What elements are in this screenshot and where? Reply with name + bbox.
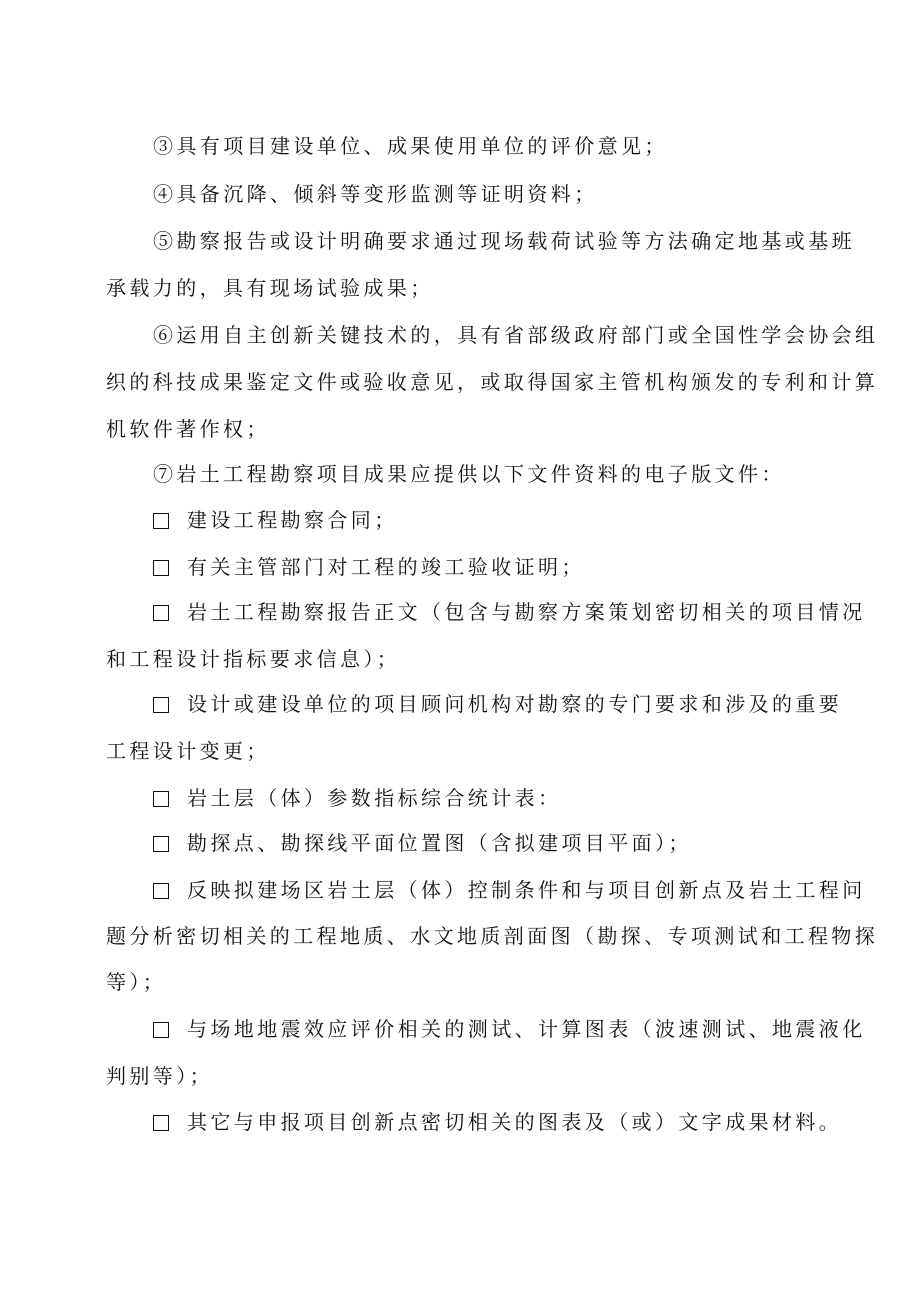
checklist-item-label: 建设工程勘察合同； bbox=[187, 508, 398, 532]
checkbox-icon[interactable] bbox=[153, 791, 169, 807]
checkbox-icon[interactable] bbox=[153, 836, 169, 852]
checklist-item-continuation: 等）； bbox=[106, 970, 167, 994]
checklist-item-continuation: 题分析密切相关的工程地质、水文地质剖面图（勘探、专项测试和工程物探 bbox=[106, 924, 879, 948]
checklist-item bbox=[153, 786, 561, 810]
checkbox-icon[interactable] bbox=[153, 605, 169, 621]
checklist-item bbox=[153, 878, 866, 902]
checklist-item-label: 设计或建设单位的项目顾问机构对勘察的专门要求和涉及的重要 bbox=[187, 692, 843, 716]
checklist-item-label: 与场地地震效应评价相关的测试、计算图表（波速测试、地震液化 bbox=[187, 1017, 866, 1041]
paragraph-5-line-2: 承载力的，具有现场试验成果； bbox=[106, 276, 434, 300]
checklist-item-continuation: 判别等）； bbox=[106, 1064, 213, 1088]
checklist-item-label: 有关主管部门对工程的竣工验收证明； bbox=[187, 555, 585, 579]
checklist-item-label: 反映拟建场区岩土层（体）控制条件和与项目创新点及岩土工程问 bbox=[187, 878, 866, 902]
checklist-item bbox=[153, 508, 398, 532]
checklist-item-label: 勘探点、勘探线平面位置图（含拟建项目平面）； bbox=[187, 831, 692, 855]
checkbox-icon[interactable] bbox=[153, 513, 169, 529]
checklist-item bbox=[153, 1017, 866, 1041]
checklist-item bbox=[153, 831, 692, 855]
paragraph-6-line-2: 织的科技成果鉴定文件或验收意见，或取得国家主管机构颁发的专利和计算 bbox=[106, 370, 879, 394]
paragraph-3: ③具有项目建设单位、成果使用单位的评价意见； bbox=[153, 134, 668, 158]
checkbox-icon[interactable] bbox=[153, 560, 169, 576]
paragraph-6-line-3: 机软件著作权； bbox=[106, 417, 270, 441]
paragraph-7: ⑦岩土工程勘察项目成果应提供以下文件资料的电子版文件： bbox=[153, 462, 785, 486]
checklist-item bbox=[153, 1110, 842, 1134]
paragraph-5-line-1: ⑤勘察报告或设计明确要求通过现场载荷试验等方法确定地基或基班 bbox=[153, 229, 855, 253]
checklist-item bbox=[153, 600, 866, 624]
checkbox-icon[interactable] bbox=[153, 1022, 169, 1038]
checklist-item-continuation: 和工程设计指标要求信息）； bbox=[106, 647, 401, 671]
checklist-item-label: 岩土层（体）参数指标综合统计表： bbox=[187, 786, 562, 810]
checklist-item-label: 岩土工程勘察报告正文（包含与勘察方案策划密切相关的项目情况 bbox=[187, 600, 866, 624]
checkbox-icon[interactable] bbox=[153, 883, 169, 899]
paragraph-6-line-1: ⑥运用自主创新关键技术的，具有省部级政府部门或全国性学会协会组 bbox=[153, 323, 879, 347]
checklist-item-continuation: 工程设计变更； bbox=[106, 739, 270, 763]
paragraph-4: ④具备沉降、倾斜等变形监测等证明资料； bbox=[153, 182, 598, 206]
checklist-item bbox=[153, 692, 842, 716]
checkbox-icon[interactable] bbox=[153, 1115, 169, 1131]
checkbox-icon[interactable] bbox=[153, 697, 169, 713]
checklist-item-label: 其它与申报项目创新点密切相关的图表及（或）文字成果材料。 bbox=[187, 1110, 843, 1134]
checklist-item bbox=[153, 555, 585, 579]
